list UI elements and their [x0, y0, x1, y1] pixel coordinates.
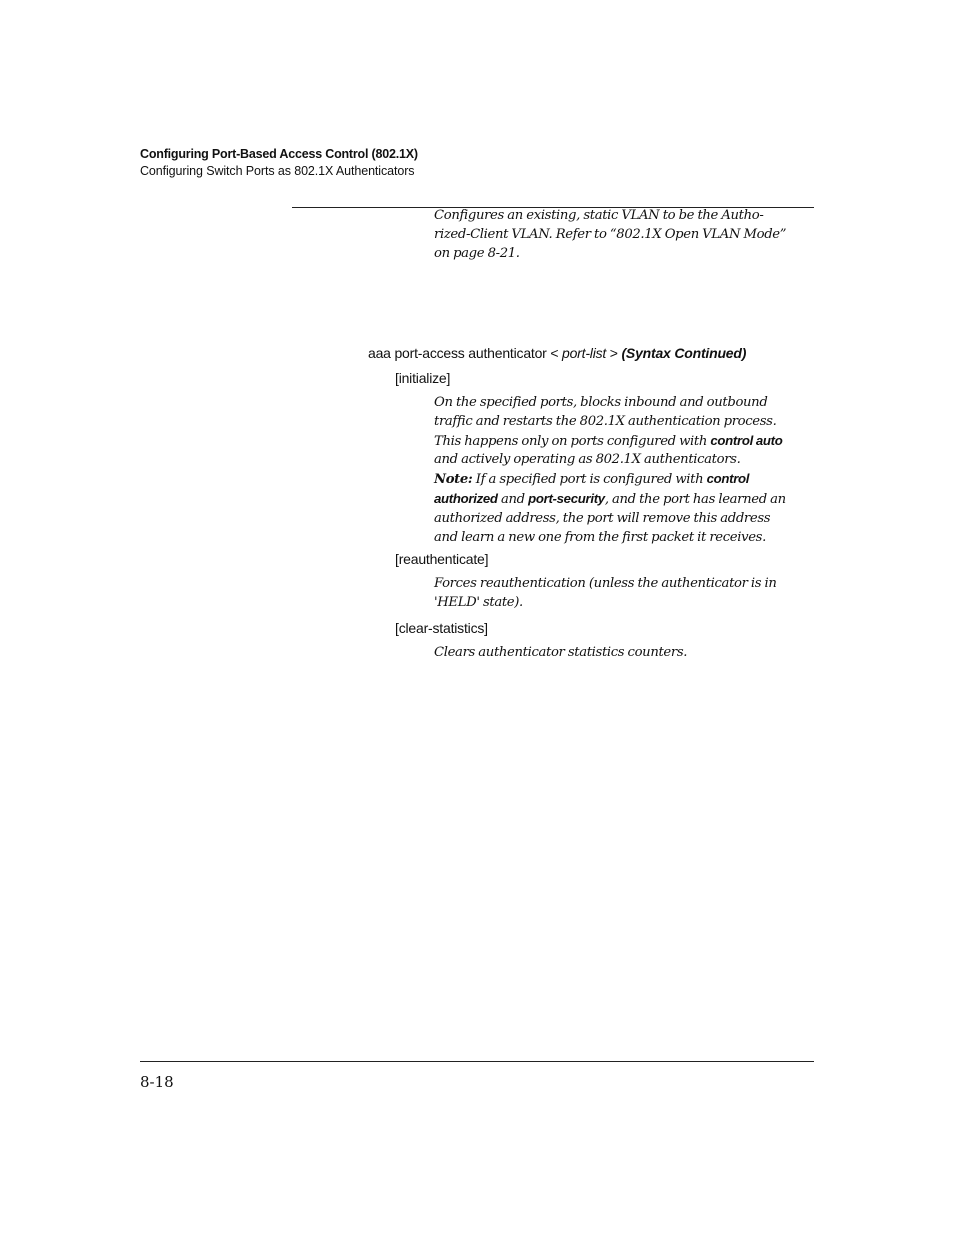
description-line: Forces reauthentication (unless the authenticator is in: [434, 576, 777, 591]
description-line: 'HELD' state).: [434, 594, 523, 610]
option-initialize: [initialize]: [395, 370, 451, 386]
description-line: This happens only on ports configured with control auto: [434, 432, 783, 449]
note-label: Note:: [434, 472, 473, 488]
description-line: and learn a new one from the first packet it receives.: [434, 529, 766, 545]
page-number: 8-18: [140, 1073, 174, 1091]
top-entry-description: [434, 207, 814, 263]
description-line: authorized address, the port will remove this address: [434, 510, 771, 526]
option-clear-statistics-description: [434, 644, 814, 663]
syntax-command: aaa port-access authenticator <: [368, 345, 562, 361]
description-line: on page 8-21.: [434, 245, 520, 261]
syntax-close: >: [606, 345, 622, 361]
command-keyword: authorized: [434, 490, 498, 506]
description-line: traffic and restarts the 802.1X authentication process.: [434, 413, 777, 429]
description-line: Configures an existing, static VLAN to be the Autho-: [434, 208, 764, 223]
chapter-title: Configuring Port-Based Access Control (802.1X): [140, 147, 418, 161]
description-line: authorized and port-security, and the port has learned an: [434, 490, 786, 507]
footer-divider: [140, 1061, 814, 1062]
description-line: Note: If a specified port is configured with control: [434, 471, 750, 488]
syntax-param: port-list: [562, 345, 607, 361]
command-keyword: port-security: [528, 490, 605, 506]
description-line: Clears authenticator statistics counters.: [434, 645, 688, 660]
command-keyword: control: [706, 471, 750, 487]
option-reauthenticate: [reauthenticate]: [395, 551, 489, 567]
option-clear-statistics: [clear-statistics]: [395, 620, 488, 636]
syntax-continued: (Syntax Continued): [621, 345, 747, 361]
option-initialize-description: [434, 394, 814, 547]
command-keyword: control auto: [710, 432, 783, 448]
description-line: On the specified ports, blocks inbound and outbound: [434, 395, 768, 410]
syntax-line: [368, 345, 746, 361]
description-line: and actively operating as 802.1X authenticators.: [434, 452, 741, 468]
option-reauthenticate-description: [434, 575, 814, 613]
description-line: rized-Client VLAN. Refer to “802.1X Open VLAN Mode”: [434, 226, 787, 242]
section-title: Configuring Switch Ports as 802.1X Authenticators: [140, 164, 415, 178]
